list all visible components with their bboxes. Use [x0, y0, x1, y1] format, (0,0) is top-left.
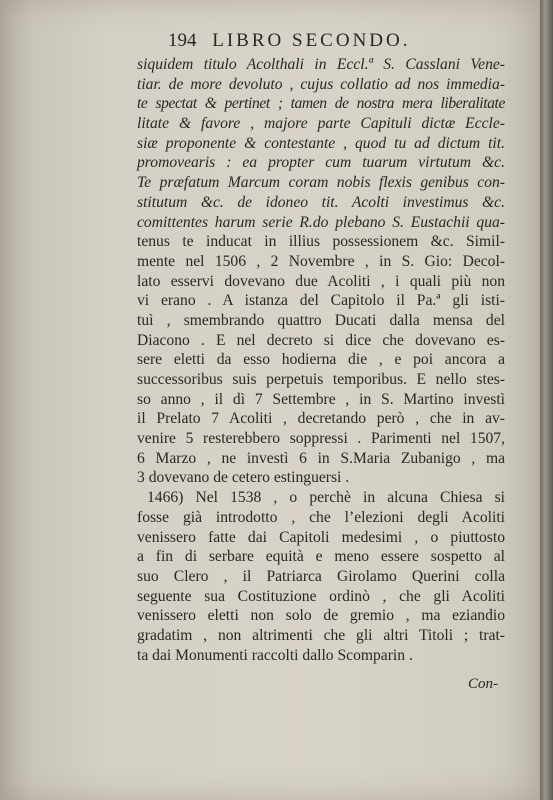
page-edge — [540, 0, 553, 800]
body-text — [137, 55, 505, 665]
text-line: gradatim , non altrimenti che gli altri Titoli ; trat- — [137, 626, 505, 644]
text-line: venissero fatte dai Capitoli medesimi , o piuttosto — [137, 528, 505, 546]
text-line: a fin di serbare equità e meno essere sospetto al — [137, 548, 505, 566]
text-line: 1466) Nel 1538 , o perchè in alcuna Chiesa si — [147, 489, 505, 507]
text-line: Diacono . E nel decreto si dice che dovevano es- — [137, 331, 505, 349]
text-line: suo Clero , il Patriarca Girolamo Querini colla — [137, 567, 505, 585]
catchword: Con- — [468, 676, 498, 692]
text-line: 6 Marzo , ne investì 6 in S.Maria Zubanigo , ma — [137, 449, 505, 467]
text-line: seguente sua Costituzione ordinò , che gli Acoliti — [137, 587, 505, 605]
running-head — [168, 30, 410, 52]
text-line: tenus te inducat in illius possessionem &c. Simil- — [137, 233, 505, 251]
text-line: comittentes harum serie R.do plebano S. Eustachii qua- — [137, 213, 505, 231]
text-line: siquidem titulo Acolthali in Eccl.ª S. Casslani Vene- — [137, 56, 505, 73]
text-line: lato esservi dovevano due Acoliti , i quali più non — [137, 272, 505, 290]
text-line: 3 dovevano de cetero estinguersi . — [137, 469, 350, 487]
text-line: so anno , il dì 7 Settembre , in S. Martino investì — [137, 390, 505, 408]
text-line: siæ proponente & contestante , quod tu ad dictum tit. — [137, 134, 505, 152]
text-line: successoribus suis perpetuis temporibus. E nello stes- — [137, 371, 505, 388]
text-line: ta dai Monumenti raccolti dallo Scomparin . — [137, 646, 413, 664]
text-line: fosse già introdotto , che l’elezioni degli Acoliti — [137, 508, 505, 526]
text-line: promovearis : ea propter cum tuarum virtutum &c. — [137, 154, 505, 172]
text-line: tiar. de more devoluto , cujus collatio ad nos immedia- — [137, 75, 505, 93]
text-line: sere eletti da esso hodierna die , e poi ancora a — [137, 351, 505, 369]
text-line: te spectat & pertinet ; tamen de nostra mera liberalitate — [137, 95, 505, 113]
text-line: mente nel 1506 , 2 Novembre , in S. Gio: Decol- — [137, 252, 505, 270]
text-line: Te præfatum Marcum coram nobis flexis genibus con- — [137, 174, 505, 192]
text-line: il Prelato 7 Acoliti , decretando però , che in av- — [137, 410, 505, 428]
running-title: LIBRO SECONDO. — [212, 30, 411, 51]
text-line: venissero eletti non solo de gremio , ma eziandio — [137, 607, 505, 625]
text-line: tuì , smembrando quattro Ducati dalla mensa del — [137, 311, 505, 329]
text-line: litate & favore , majore parte Capituli dictæ Eccle- — [137, 115, 505, 133]
page-number: 194 — [168, 30, 197, 51]
text-line: stitutum &c. de idoneo tit. Acolti investimus &c. — [137, 193, 505, 211]
text-line: venire 5 resterebbero soppressi . Parimenti nel 1507, — [137, 430, 505, 448]
text-line: vi erano . A istanza del Capitolo il Pa.ª gli isti- — [137, 292, 505, 310]
